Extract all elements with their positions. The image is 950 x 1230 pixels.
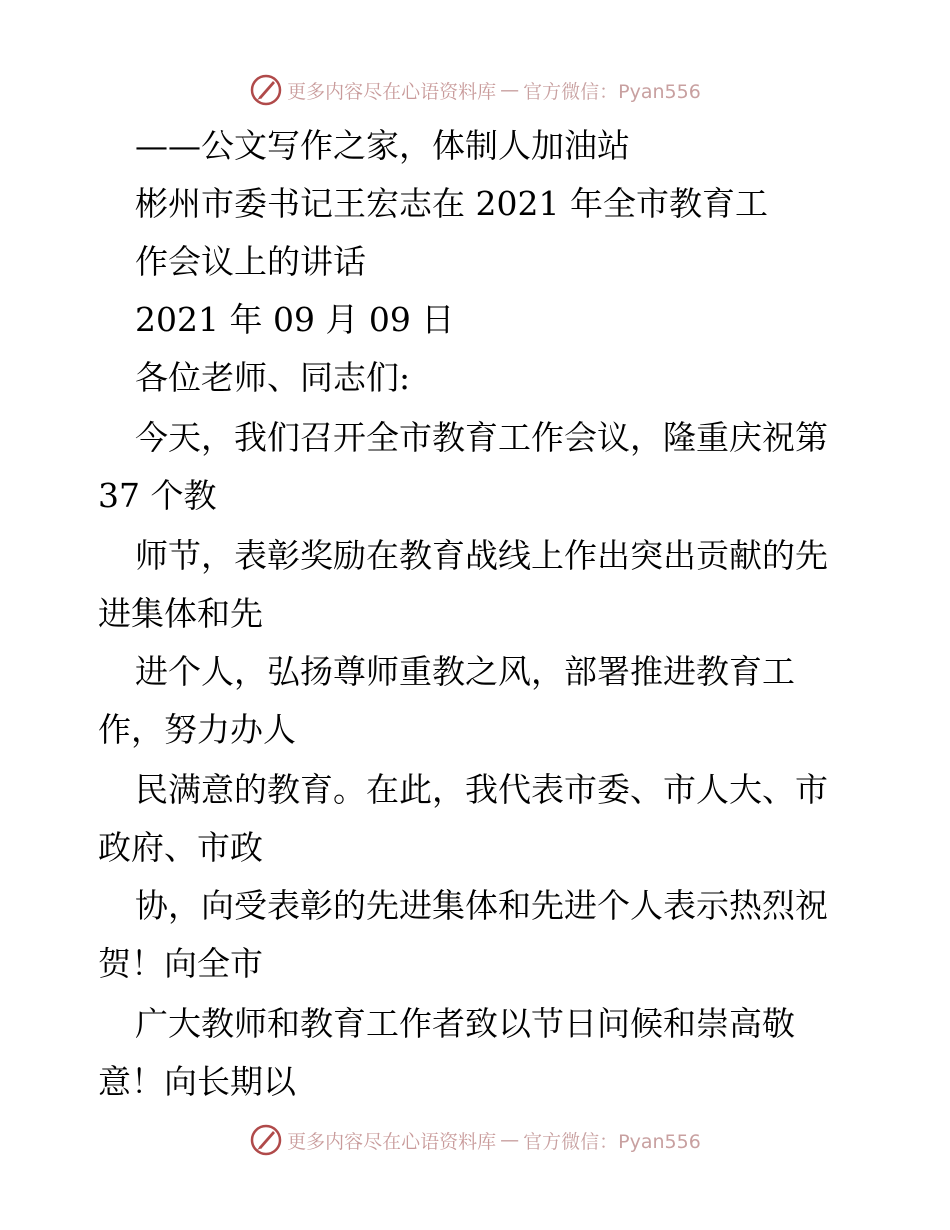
title-line-2: 作会议上的讲话 — [135, 242, 366, 281]
watermark-contact: 官方微信：Pyan556 — [523, 1130, 701, 1153]
salutation-line: 各位老师、同志们: — [135, 358, 411, 397]
footer-watermark — [0, 1120, 950, 1160]
paragraph-line: 进个人，弘扬尊师重教之风，部署推进教育工 — [135, 652, 795, 691]
watermark-text: 更多内容尽在心语资料库 — [287, 1130, 497, 1153]
paragraph-line: 作，努力办人 — [98, 710, 296, 749]
paragraph-line: 民满意的教育。在此，我代表市委、市人大、市 — [135, 770, 828, 809]
paragraph-line: 贺！向全市 — [98, 944, 263, 983]
paragraph-line: 协，向受表彰的先进集体和先进个人表示热烈祝 — [135, 886, 828, 925]
subtitle-line: ——公文写作之家，体制人加油站 — [135, 126, 630, 165]
paragraph-line: 今天，我们召开全市教育工作会议，隆重庆祝第 — [135, 418, 828, 457]
paragraph-line: 进集体和先 — [98, 594, 263, 633]
date-line: 2021 年 09 月 09 日 — [135, 300, 455, 339]
watermark-text: 更多内容尽在心语资料库 — [287, 80, 497, 103]
watermark-separator: — — [500, 1129, 520, 1151]
watermark-contact: 官方微信：Pyan556 — [523, 80, 701, 103]
paragraph-line: 37 个教 — [98, 476, 217, 515]
paragraph-line: 广大教师和教育工作者致以节日问候和崇高敬 — [135, 1004, 795, 1043]
paragraph-line: 意！向长期以 — [98, 1062, 296, 1101]
paragraph-line: 政府、市政 — [98, 828, 263, 867]
paragraph-line: 师节，表彰奖励在教育战线上作出突出贡献的先 — [135, 536, 828, 575]
watermark-separator: — — [500, 79, 520, 101]
quill-pen-logo-icon — [249, 1123, 283, 1157]
title-line-1: 彬州市委书记王宏志在 2021 年全市教育工 — [135, 184, 768, 223]
